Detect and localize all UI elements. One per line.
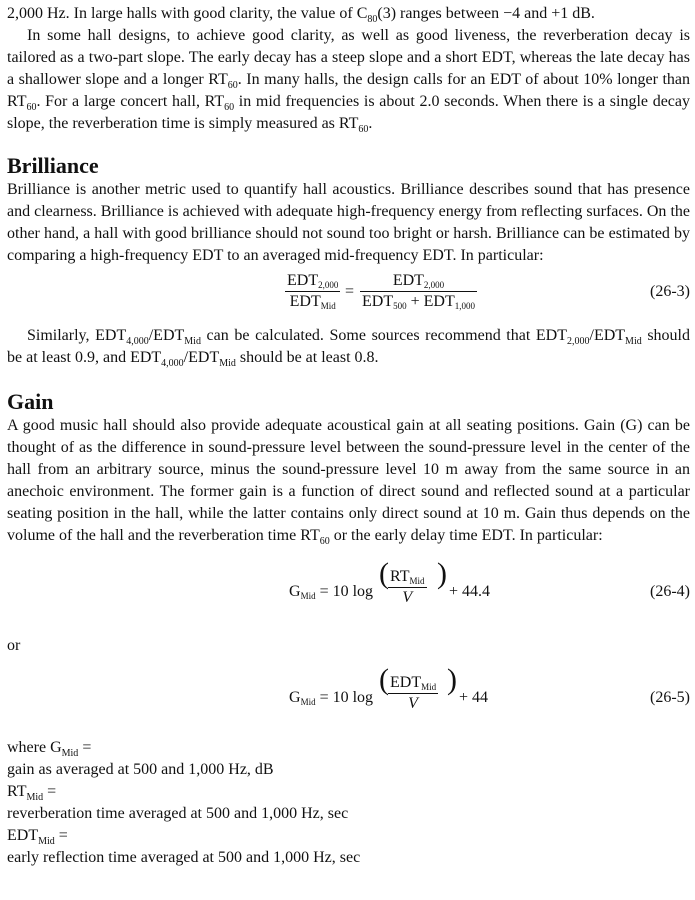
- numerator: [388, 567, 427, 588]
- equation-fraction: [388, 567, 427, 608]
- subscript: Mid: [26, 792, 44, 803]
- definition-term-edtmid: [7, 825, 690, 847]
- subscript: Mid: [61, 748, 79, 759]
- paragraph-gain: [7, 415, 690, 547]
- text: EDT: [390, 674, 422, 691]
- text: .: [368, 115, 373, 132]
- text: or the early delay time EDT. In particular:: [329, 527, 603, 544]
- text: /EDT: [589, 327, 626, 344]
- definition-rtmid: reverberation time averaged at 500 and 1,000 Hz, sec: [7, 805, 349, 822]
- equation-lhs: [289, 581, 373, 603]
- text: = 10 log: [315, 689, 374, 706]
- text: can be calculated. Some sources recommend that EDT: [200, 327, 567, 344]
- right-paren: ): [447, 663, 457, 696]
- subscript: 60: [26, 102, 37, 113]
- subscript: 2,000: [567, 336, 590, 347]
- text: should be at least 0.8.: [235, 349, 379, 366]
- text: EDT: [289, 293, 321, 310]
- subscript: 2,000: [423, 280, 445, 290]
- subscript: 1,000: [454, 301, 475, 311]
- definition-edtmid: early reflection time averaged at 500 and 1,000 Hz, sec: [7, 849, 361, 866]
- text: . In many halls, the design calls for an EDT of about 10% longer than RT: [7, 71, 691, 110]
- numerator: [360, 271, 477, 292]
- text: Similarly, EDT: [27, 327, 127, 344]
- equation-number: (26-5): [650, 689, 690, 706]
- text: RT: [390, 568, 410, 585]
- subscript: 80: [367, 14, 378, 25]
- document-page: [7, 3, 690, 869]
- text: In some hall designs, to achieve good clarity, as well as good liveness, the reverberation decay is tailored as a two-part slope. The early decay has a steep slope and a short EDT, whereas the late decay has a shallower slope and a longer RT: [7, 27, 690, 88]
- equation-26-3: [7, 267, 690, 325]
- subscript: Mid: [625, 336, 642, 347]
- text: (3) ranges between −4 and +1 dB.: [377, 5, 595, 22]
- definitions-list: [7, 737, 690, 869]
- denominator: V: [408, 695, 418, 712]
- denominator: V: [402, 589, 413, 606]
- text: where G: [7, 739, 62, 756]
- definition-term-gmid: [7, 737, 690, 759]
- text: =: [43, 783, 57, 800]
- text: /EDT: [148, 327, 185, 344]
- equation-lhs-fraction: [285, 271, 340, 312]
- text: =: [54, 827, 68, 844]
- subscript: 60: [227, 80, 238, 91]
- heading-gain: Gain: [7, 389, 54, 414]
- numerator: [388, 673, 438, 694]
- paragraph-clarity-end: [7, 3, 690, 25]
- text: +: [406, 293, 424, 310]
- text: G: [289, 689, 301, 706]
- paragraph-decay: [7, 25, 690, 135]
- subscript: Mid: [38, 836, 55, 847]
- heading-brilliance: Brilliance: [7, 153, 99, 178]
- paragraph-brilliance-ratios: [7, 325, 690, 369]
- denominator: [360, 292, 477, 312]
- subscript: 60: [319, 536, 330, 547]
- subscript: Mid: [320, 301, 336, 311]
- text: EDT: [7, 827, 39, 844]
- equation-number: (26-4): [650, 583, 690, 600]
- equation-tail: + 44.4: [449, 583, 491, 600]
- denominator: [285, 292, 340, 312]
- text: RT: [7, 783, 27, 800]
- right-paren: ): [437, 557, 447, 590]
- subscript: Mid: [184, 336, 201, 347]
- equation-26-5: [7, 663, 690, 727]
- text: . For a large concert hall, RT: [36, 93, 225, 110]
- text: should be at least 0.9, and EDT: [7, 327, 690, 366]
- equation-tail: + 44: [459, 689, 489, 706]
- paragraph-brilliance: Brilliance is another metric used to quantify hall acoustics. Brilliance describes sound that has presence and clearness. Brilliance is achieved with adequate high-frequency energy from reflecting surfaces. On the other hand, a hall with good brilliance should not sound too bright or harsh. Brilliance can be estimated by comparing a high-frequency EDT to an averaged mid-frequency EDT. In particular:: [7, 181, 690, 264]
- definition-term-rtmid: [7, 781, 690, 803]
- equation-26-4: [7, 557, 690, 621]
- text: G: [289, 583, 301, 600]
- subscript: 2,000: [318, 280, 339, 290]
- subscript: 4,000: [161, 358, 184, 369]
- text: EDT: [287, 272, 319, 289]
- subscript: Mid: [421, 682, 437, 692]
- equals-sign: =: [345, 283, 355, 300]
- equation-fraction: [388, 673, 438, 714]
- subscript: Mid: [219, 358, 236, 369]
- text: in mid frequencies is about 2.0 seconds. When there is a single decay slope, the reverberation time is simply measured as RT: [7, 93, 690, 132]
- text: EDT: [392, 272, 424, 289]
- definition-gmid: gain as averaged at 500 and 1,000 Hz, dB: [7, 761, 274, 778]
- equation-lhs: [289, 687, 373, 709]
- equation-number: (26-3): [650, 283, 690, 300]
- text: 2,000 Hz. In large halls with good clarity, the value of C: [7, 5, 368, 22]
- subscript: 500: [393, 301, 407, 311]
- subscript: 60: [224, 102, 235, 113]
- numerator: [285, 271, 340, 292]
- subscript: Mid: [300, 697, 316, 707]
- subscript: Mid: [409, 576, 425, 586]
- text: = 10 log: [315, 583, 374, 600]
- text: A good music hall should also provide adequate acoustical gain at all seating positions. Gain (G) can be thought of as the difference in sound-pressure level between the sound-pressure level in the center of the hall from an arbitrary source, minus the sound-pressure level 10 m away from the same source in an anechoic environment. The former gain is a function of direct sound and reflected sound at a particular seating position in the hall, while the latter contains only direct sound at 10 m. Gain thus depends on the volume of the hall and the reverberation time RT: [7, 417, 690, 544]
- left-paren: (: [379, 663, 389, 696]
- subscript: 4,000: [126, 336, 149, 347]
- text: /EDT: [183, 349, 220, 366]
- left-paren: (: [379, 557, 389, 590]
- subscript: 60: [358, 124, 369, 135]
- equation-rhs-fraction: [360, 271, 477, 312]
- subscript: Mid: [300, 591, 316, 601]
- text: EDT: [362, 293, 394, 310]
- text-or: or: [7, 637, 21, 654]
- text: =: [78, 739, 92, 756]
- text: EDT: [423, 293, 455, 310]
